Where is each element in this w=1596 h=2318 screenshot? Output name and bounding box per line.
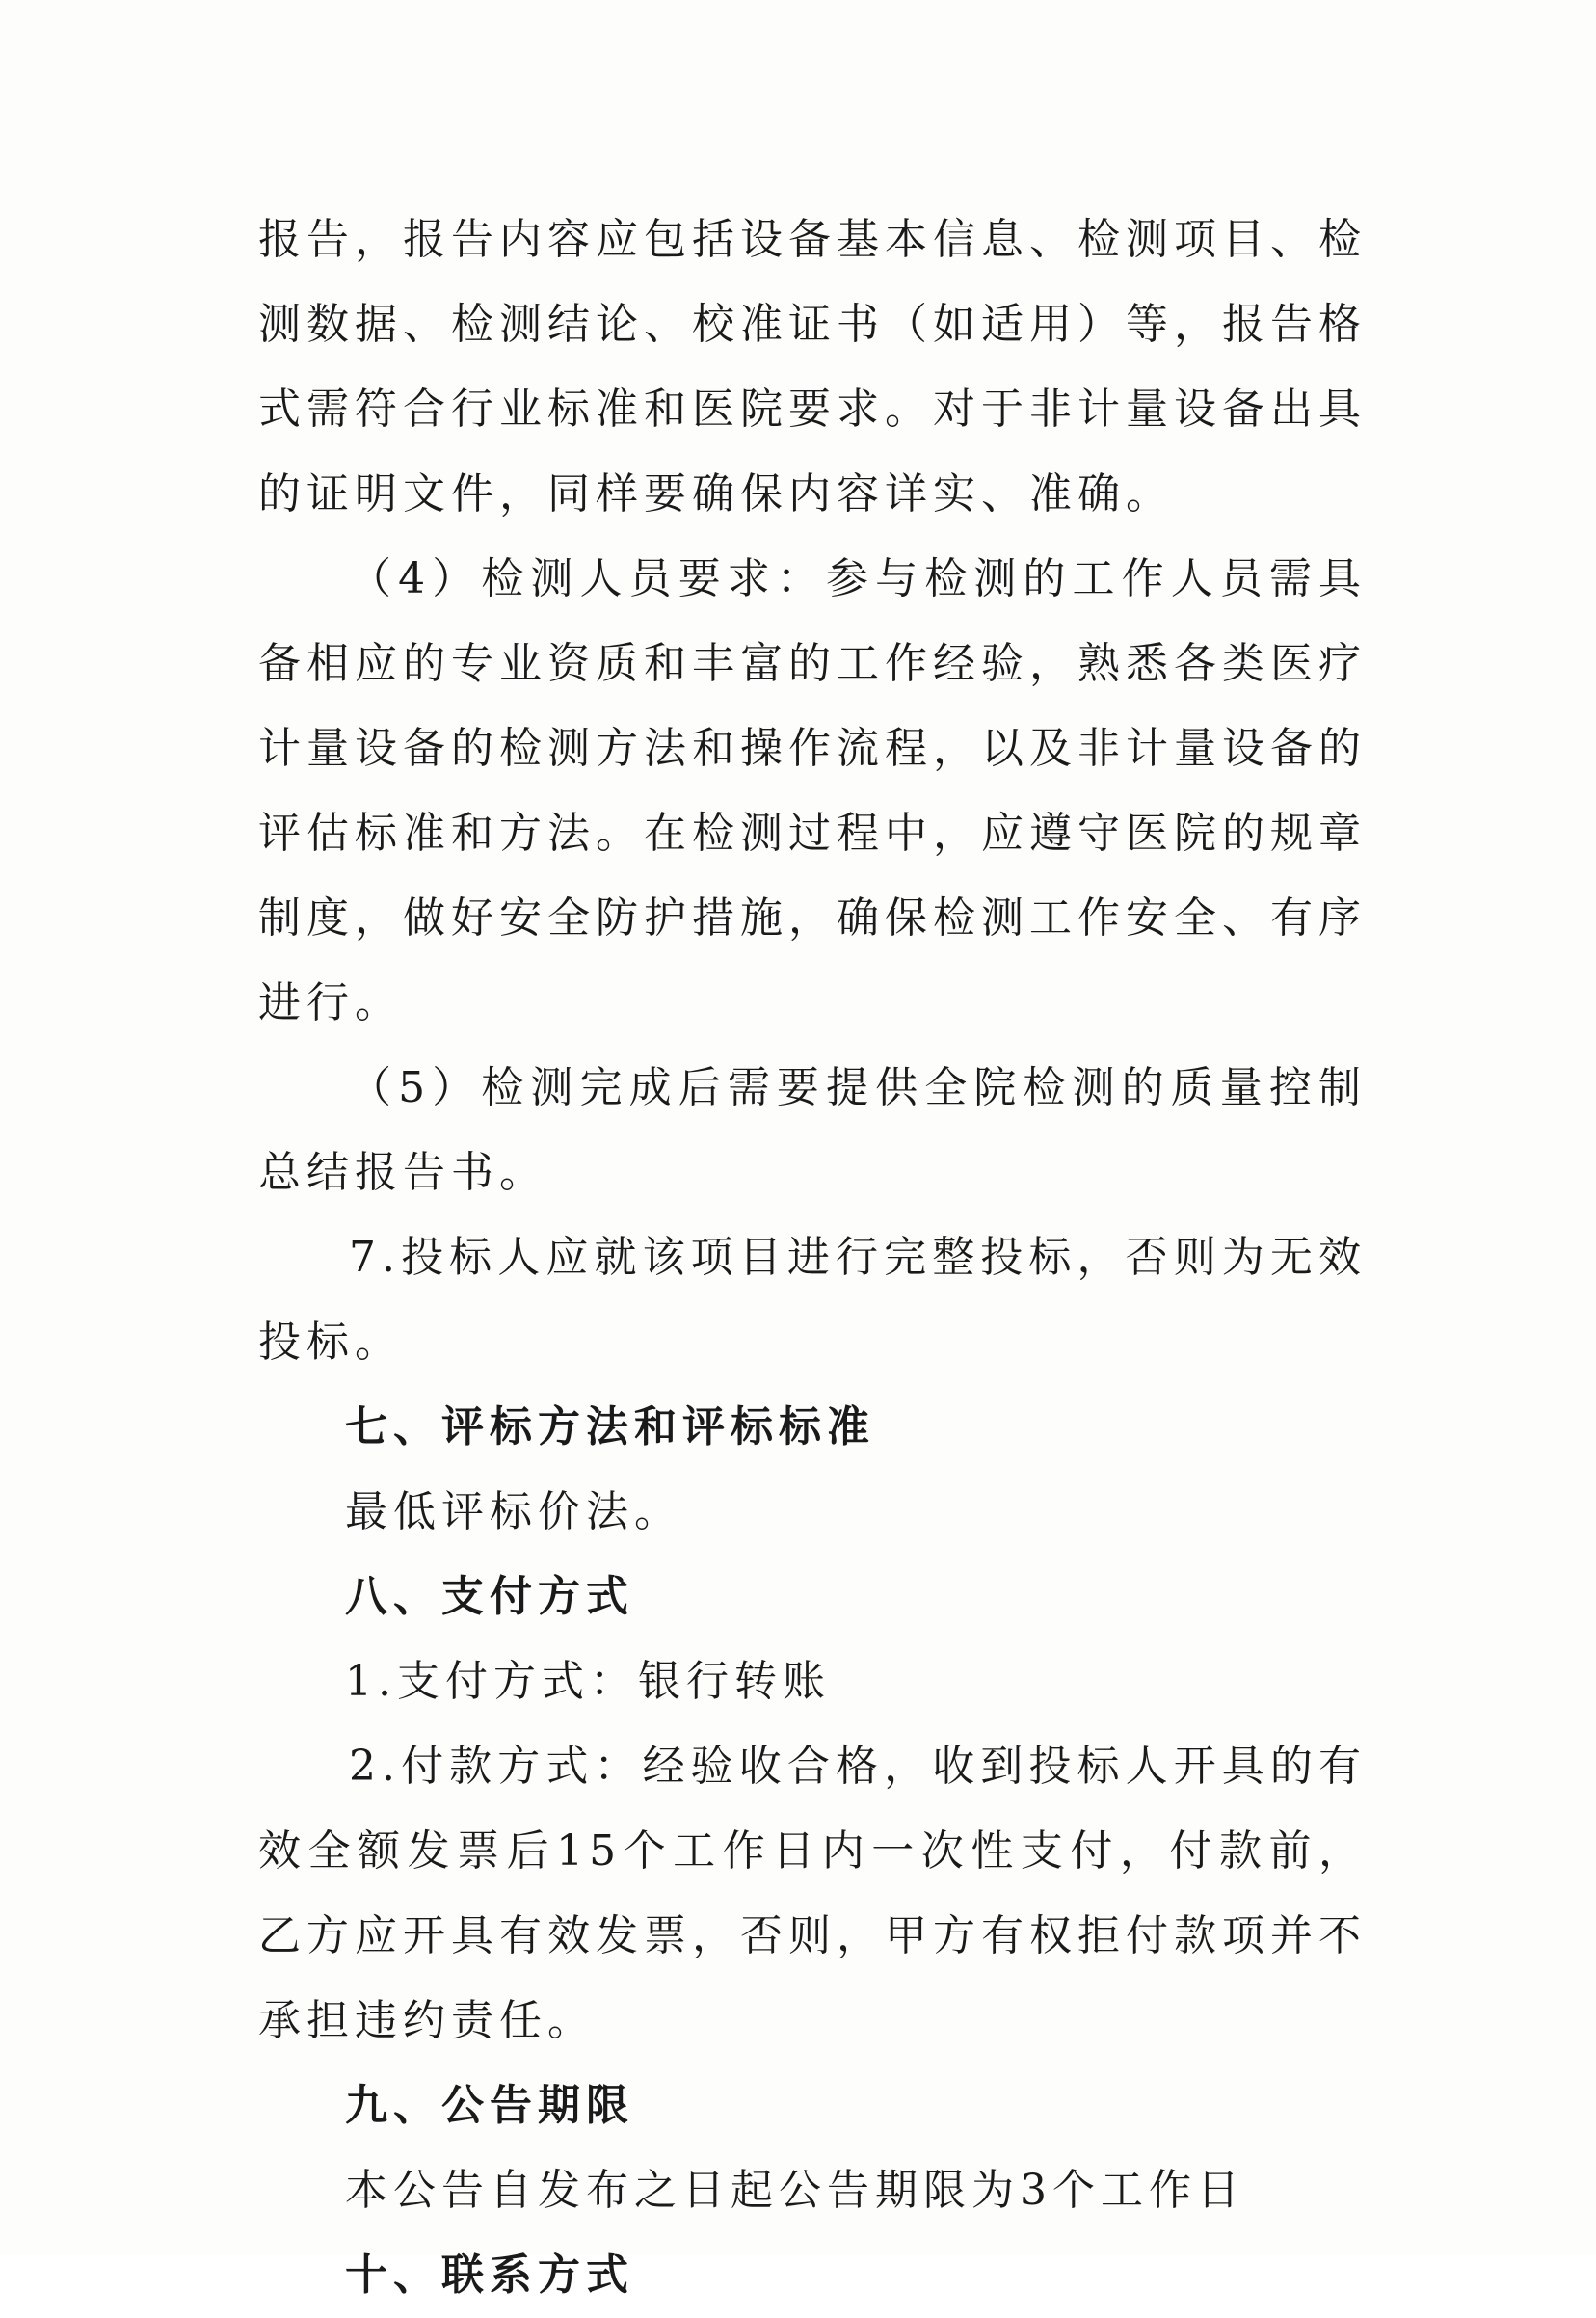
paragraph-quality-report: （5）检测完成后需要提供全院检测的质量控制总结报告书。 [258, 1063, 1367, 1197]
paragraph-payment-method: 1.支付方式：银行转账 [345, 1657, 831, 1706]
document-body [258, 198, 1367, 2318]
section-heading-contact: 十、联系方式 [345, 2251, 634, 2300]
paragraph-evaluation-method: 最低评标价法。 [345, 1487, 682, 1536]
section-heading-announcement-period: 九、公告期限 [345, 2081, 634, 2130]
paragraph-inspector-requirements: （4）检测人员要求：参与检测的工作人员需具备相应的专业资质和丰富的工作经验，熟悉各类医疗计量设备的检测方法和操作流程，以及非计量设备的评估标准和方法。在检测过程中，应遵守医院的规章制度，做好安全防护措施，确保检测工作安全、有序进行。 [258, 554, 1367, 1027]
paragraph-report-content: 报告，报告内容应包括设备基本信息、检测项目、检测数据、检测结论、校准证书（如适用）等，报告格式需符合行业标准和医院要求。对于非计量设备出具的证明文件，同样要确保内容详实、准确。 [258, 215, 1367, 519]
paragraph-announcement-period: 本公告自发布之日起公告期限为3个工作日 [345, 2166, 1245, 2215]
paragraph-complete-bid: 7.投标人应就该项目进行完整投标，否则为无效投标。 [258, 1233, 1367, 1367]
section-heading-payment: 八、支付方式 [345, 1572, 634, 1621]
section-heading-evaluation: 七、评标方法和评标标准 [345, 1402, 875, 1452]
paragraph-payment-terms: 2.付款方式：经验收合格，收到投标人开具的有效全额发票后15个工作日内一次性支付，付款前，乙方应开具有效发票，否则，甲方有权拒付款项并不承担违约责任。 [258, 1742, 1367, 2045]
